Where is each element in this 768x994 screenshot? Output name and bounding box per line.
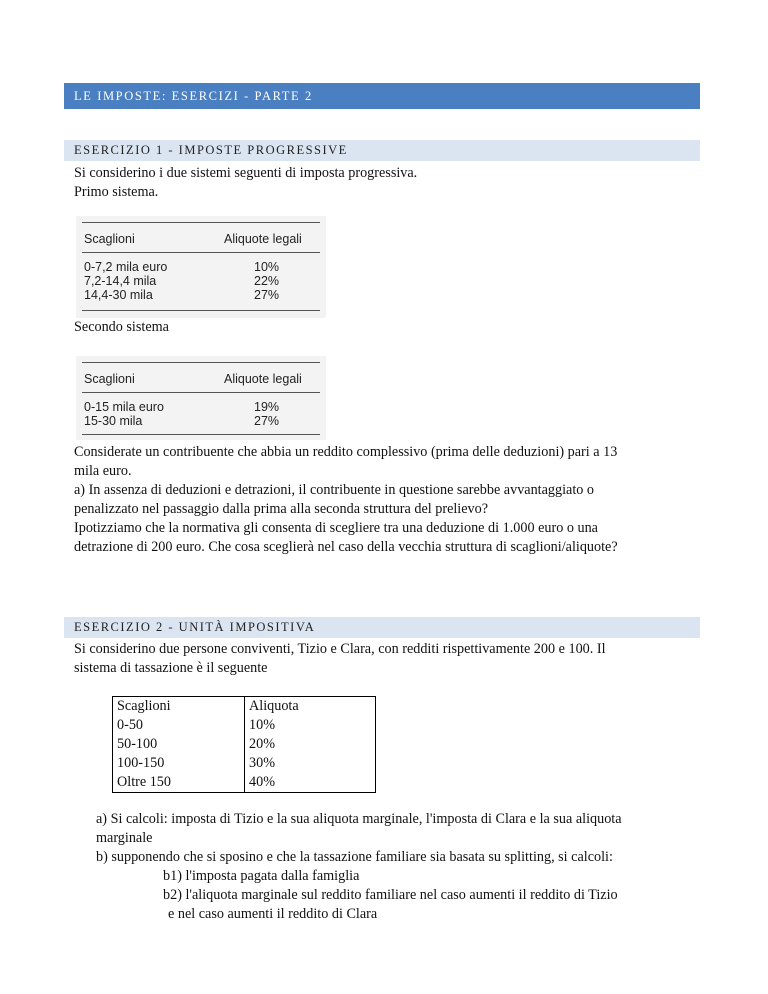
exercise-2-heading: ESERCIZIO 2 - UNITÀ IMPOSITIVA xyxy=(64,617,700,638)
table-cell: 30% xyxy=(249,755,276,771)
exercise-2-text-line: sistema di tassazione è il seguente xyxy=(74,660,268,676)
exercise-1-text-line: mila euro. xyxy=(74,463,132,479)
question-line: marginale xyxy=(96,830,153,846)
exercise-1-text-line: Ipotizziamo che la normativa gli consenta di scegliere tra una deduzione di 1.000 euro o una xyxy=(74,520,598,536)
primo-sistema-table xyxy=(76,216,326,318)
tax-brackets-table xyxy=(112,696,376,793)
secondo-sistema-table xyxy=(76,356,326,440)
table-cell: 50-100 xyxy=(117,736,158,752)
exercise-1-text-line: detrazione di 200 euro. Che cosa sceglierà nel caso della vecchia struttura di scaglioni/aliquote? xyxy=(74,539,618,555)
table-cell: 0-7,2 mila euro xyxy=(84,260,168,274)
table-header-aliquote: Aliquote legali xyxy=(224,232,302,246)
table-cell: 27% xyxy=(254,414,280,428)
exercise-2-text-line: Si considerino due persone conviventi, Tizio e Clara, con redditi rispettivamente 200 e 100. Il xyxy=(74,641,606,657)
table-cell: 10% xyxy=(254,260,280,274)
table-header-aliquota: Aliquota xyxy=(249,698,299,714)
table-rule xyxy=(82,310,320,311)
table-rule xyxy=(82,362,320,363)
table-cell: 100-150 xyxy=(117,755,165,771)
table-cell: 0-50 xyxy=(117,717,144,733)
table-cell: 20% xyxy=(249,736,276,752)
question-line: e nel caso aumenti il reddito di Clara xyxy=(168,906,378,922)
table-rule xyxy=(82,392,320,393)
table-header-scaglioni: Scaglioni xyxy=(117,698,171,714)
table-cell: 19% xyxy=(254,400,280,414)
primo-sistema-label: Primo sistema. xyxy=(74,184,159,200)
table-cell: 22% xyxy=(254,274,280,288)
table-rule xyxy=(82,434,320,435)
table-cell: Oltre 150 xyxy=(117,774,171,790)
question-line: b1) l'imposta pagata dalla famiglia xyxy=(163,868,360,884)
table-cell: 7,2-14,4 mila xyxy=(84,274,157,288)
table-rule xyxy=(82,222,320,223)
table-cell: 0-15 mila euro xyxy=(84,400,164,414)
table-rule xyxy=(82,252,320,253)
question-line: b) supponendo che si sposino e che la tassazione familiare sia basata su splitting, si calcoli: xyxy=(96,849,613,865)
exercise-1-text-line: Considerate un contribuente che abbia un reddito complessivo (prima delle deduzioni) pari a 13 xyxy=(74,444,618,460)
question-line: a) Si calcoli: imposta di Tizio e la sua aliquota marginale, l'imposta di Clara e la sua aliquota xyxy=(96,811,622,827)
table-cell xyxy=(245,697,376,793)
table-cell: 40% xyxy=(249,774,276,790)
table-cell: 15-30 mila xyxy=(84,414,143,428)
question-line: b2) l'aliquota marginale sul reddito familiare nel caso aumenti il reddito di Tizio xyxy=(163,887,618,903)
table-cell: 14,4-30 mila xyxy=(84,288,153,302)
exercise-1-heading: ESERCIZIO 1 - IMPOSTE PROGRESSIVE xyxy=(64,140,700,161)
table-header-scaglioni: Scaglioni xyxy=(84,372,135,386)
exercise-1-text-line: penalizzato nel passaggio dalla prima alla seconda struttura del prelievo? xyxy=(74,501,489,517)
exercise-1-intro: Si considerino i due sistemi seguenti di imposta progressiva. xyxy=(74,165,418,181)
document-banner: LE IMPOSTE: ESERCIZI - PARTE 2 xyxy=(64,83,700,109)
table-header-scaglioni: Scaglioni xyxy=(84,232,135,246)
table-header-aliquote: Aliquote legali xyxy=(224,372,302,386)
secondo-sistema-label: Secondo sistema xyxy=(74,319,169,335)
table-cell: 10% xyxy=(249,717,276,733)
exercise-1-text-line: a) In assenza di deduzioni e detrazioni, il contribuente in questione sarebbe avvantaggiato o xyxy=(74,482,595,498)
table-cell: 27% xyxy=(254,288,280,302)
table-cell xyxy=(113,697,245,793)
